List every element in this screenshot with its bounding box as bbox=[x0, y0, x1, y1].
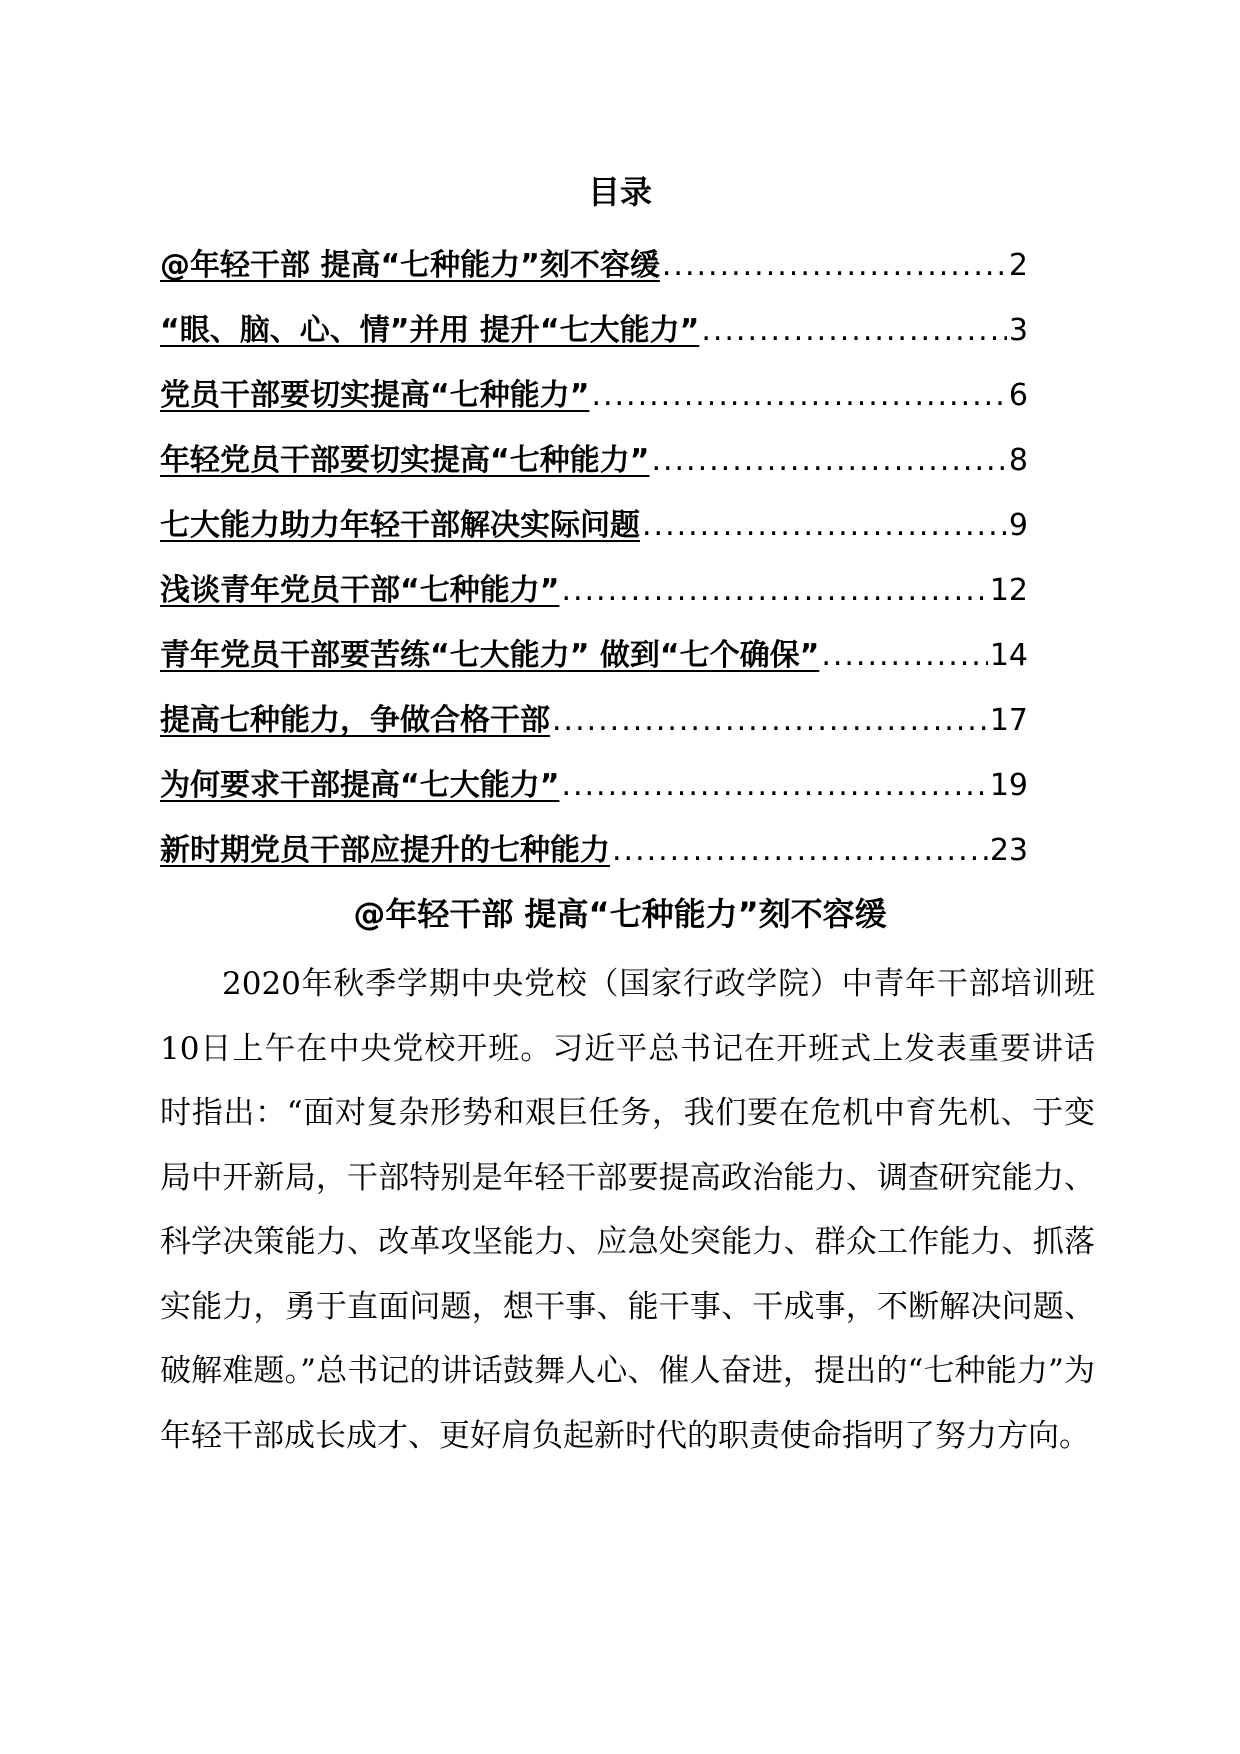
article-paragraph: 2020年秋季学期中央党校（国家行政学院）中青年干部培训班10日上午在中央党校开班。习近平总书记在开班式上发表重要讲话时指出：“面对复杂形势和艰巨任务，我们要在危机中育先机、于变局中开新局，干部特别是年轻干部要提高政治能力、调查研究能力、科学决策能力、改革攻坚能力、应急处突能力、群众工作能力、抓落实能力，勇于直面问题，想干事、能干事、干成事，不断解决问题、破解难题。”总书记的讲话鼓舞人心、催人奋进，提出的“七种能力”为年轻干部成长成才、更好肩负起新时代的职责使命指明了努力方向。 bbox=[160, 966, 1095, 1454]
toc-page-number: 14 bbox=[989, 638, 1028, 673]
toc-page-number: 12 bbox=[989, 573, 1028, 608]
toc-page-number: 8 bbox=[1008, 443, 1028, 478]
toc-entry[interactable] bbox=[160, 240, 1028, 305]
toc-page-number: 17 bbox=[989, 703, 1028, 738]
toc-title: 目录 bbox=[587, 173, 652, 211]
toc-dot-leader bbox=[552, 703, 988, 738]
toc-page-number: 3 bbox=[1008, 313, 1028, 348]
toc-page-number: 23 bbox=[989, 833, 1028, 868]
toc-entry[interactable] bbox=[160, 305, 1028, 370]
toc-entry-title[interactable]: 年轻党员干部要切实提高“七种能力” bbox=[160, 443, 650, 478]
toc-entry[interactable] bbox=[160, 370, 1028, 435]
toc-dot-leader bbox=[591, 378, 1006, 413]
toc-entry-title[interactable]: 提高七种能力，争做合格干部 bbox=[160, 703, 550, 738]
toc-entry-title[interactable]: @年轻干部 提高“七种能力”刻不容缓 bbox=[160, 248, 660, 283]
toc-page-number: 9 bbox=[1008, 508, 1028, 543]
toc-entry[interactable] bbox=[160, 760, 1028, 825]
toc-entry-title[interactable]: 青年党员干部要苦练“七大能力” 做到“七个确保” bbox=[160, 638, 820, 673]
toc-entry[interactable] bbox=[160, 630, 1028, 695]
table-of-contents bbox=[160, 240, 1028, 890]
toc-dot-leader bbox=[651, 443, 1006, 478]
toc-page-number: 6 bbox=[1008, 378, 1028, 413]
toc-entry[interactable] bbox=[160, 825, 1028, 890]
toc-entry-title[interactable]: 为何要求干部提高“七大能力” bbox=[160, 768, 560, 803]
toc-page-number: 2 bbox=[1008, 248, 1028, 283]
toc-entry-title[interactable]: 浅谈青年党员干部“七种能力” bbox=[160, 573, 560, 608]
toc-dot-leader bbox=[701, 313, 1007, 348]
toc-entry[interactable] bbox=[160, 695, 1028, 760]
toc-entry-title[interactable]: 新时期党员干部应提升的七种能力 bbox=[160, 833, 610, 868]
toc-dot-leader bbox=[821, 638, 988, 673]
toc-page-number: 19 bbox=[989, 768, 1028, 803]
toc-dot-leader bbox=[561, 573, 987, 608]
toc-dot-leader bbox=[642, 508, 1007, 543]
toc-entry[interactable] bbox=[160, 500, 1028, 565]
toc-dot-leader bbox=[612, 833, 988, 868]
toc-entry-title[interactable]: “眼、脑、心、情”并用 提升“七大能力” bbox=[160, 313, 700, 348]
toc-entry-title[interactable]: 党员干部要切实提高“七种能力” bbox=[160, 378, 590, 413]
article-title: @年轻干部 提高“七种能力”刻不容缓 bbox=[353, 895, 887, 933]
toc-dot-leader bbox=[561, 768, 987, 803]
toc-dot-leader bbox=[662, 248, 1007, 283]
toc-entry[interactable] bbox=[160, 435, 1028, 500]
toc-entry-title[interactable]: 七大能力助力年轻干部解决实际问题 bbox=[160, 508, 640, 543]
toc-entry[interactable] bbox=[160, 565, 1028, 630]
